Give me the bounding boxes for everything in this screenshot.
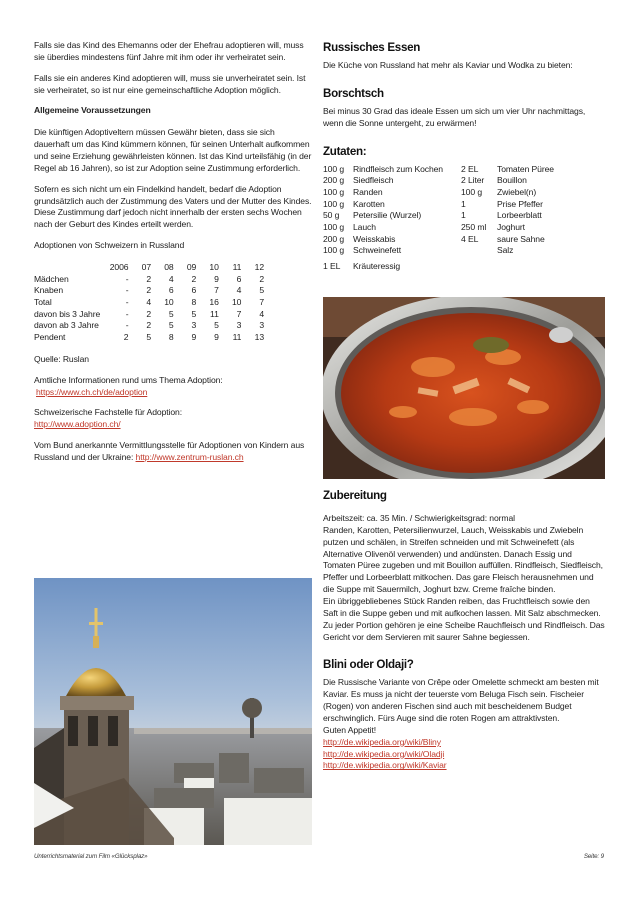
church-dome-photo bbox=[34, 578, 312, 845]
table-row bbox=[34, 309, 264, 321]
table-cell: 10 bbox=[164, 297, 174, 308]
table-cell: 2 bbox=[146, 308, 152, 319]
table-header-cell: 08 bbox=[164, 262, 174, 273]
table-cell: - bbox=[125, 320, 129, 331]
table-cell: 6 bbox=[236, 273, 242, 284]
table-cell: 2 bbox=[146, 285, 152, 296]
table-cell: 2 bbox=[259, 273, 264, 284]
table-cell: 5 bbox=[214, 320, 219, 331]
table-cell: - bbox=[125, 285, 129, 296]
table-row bbox=[34, 285, 264, 297]
ingredients-table-right bbox=[461, 164, 591, 258]
table-header-row bbox=[34, 262, 264, 274]
table-cell: 7 bbox=[214, 285, 219, 296]
table-cell: 7 bbox=[259, 297, 264, 308]
table-cell: 2 bbox=[191, 273, 197, 284]
borschtsch-pot-photo bbox=[323, 297, 605, 479]
ingredient-qty: 100 g bbox=[323, 186, 345, 197]
table-cell: 3 bbox=[259, 320, 264, 331]
ingredient-row bbox=[461, 187, 591, 199]
ingredient-qty: 250 ml bbox=[461, 221, 487, 232]
paragraph-preparation-steps: Randen, Karotten, Petersilienwurzel, Lauch, Weisskabis und Zwiebeln putzen und schälen, in Streifen schneiden und mit Schweinefett (als Alternative Olivenöl verwenden) und andünsten. Danach Essig und Tomaten Püree zugeben und mit Bouillon auffüllen. Rindfleisch, Siedfleisch, Pfeffer und Lorbeerblatt mitkochen. Das gare Fleisch herausnehmen und die Suppe mit Sauermilch, Joghurt bzw. Creme fraîche binden. bbox=[323, 524, 603, 595]
ingredient-qty: 1 bbox=[461, 198, 466, 209]
paragraph-marriage: Falls sie das Kind des Ehemanns oder der Ehefrau adoptieren will, muss sie überdies mindestens fünf Jahre mit ihm oder ihr verheiratet sein. bbox=[34, 40, 304, 62]
ingredient-name: Salz bbox=[497, 245, 514, 256]
table-cell: 5 bbox=[146, 332, 152, 343]
ingredient-name: Prise Pfeffer bbox=[497, 198, 543, 209]
table-header-cell: 11 bbox=[232, 262, 242, 273]
ingredient-name: Rindfleisch zum Kochen bbox=[353, 163, 443, 174]
paragraph-consent: Sofern es sich nicht um ein Findelkind handelt, bedarf die Adoption grundsätzlich auch der Zustimmung des Vaters und der Mutter des Kindes. Diese Zustimmung darf jedoch nicht innerhalb der ersten sechs Wochen nach der Geburt des Kindes erteilt werden. bbox=[34, 183, 312, 230]
heading-blini: Blini oder Oldaji? bbox=[323, 658, 414, 672]
ingredient-row bbox=[461, 199, 591, 211]
paragraph-unmarried: Falls sie ein anderes Kind adoptieren will, muss sie unverheiratet sein. Ist sie verheiratet, so ist nur eine gemeinschaftliche Adoption möglich. bbox=[34, 72, 306, 95]
paragraph-blini: Die Russische Variante von Crêpe oder Omelette schmeckt am besten mit Kaviar. Es muss ja nicht der teuerste vom Beluga Fisch sein. Fischeier (Rogen) von anderen Fischen sind auch mit bescheidenem Budget erschwinglich. Fürs Auge sind die roten Rogen am attraktivsten. bbox=[323, 677, 599, 723]
heading-russian-food: Russisches Essen bbox=[323, 41, 421, 54]
source-note: Quelle: Ruslan bbox=[34, 353, 89, 364]
paragraph-borschtsch: Bei minus 30 Grad das ideale Essen um sich um vier Uhr nachmittags, wenn die Sonne untergeht, zu erwärmen! bbox=[323, 105, 586, 128]
row-label: Total bbox=[34, 297, 52, 308]
table-row bbox=[34, 332, 264, 344]
table-header-cell: 2006 bbox=[109, 262, 129, 273]
ingredient-name: Petersilie (Wurzel) bbox=[353, 210, 422, 221]
table-cell: 9 bbox=[191, 332, 197, 343]
table-cell: 2 bbox=[146, 273, 152, 284]
fachstelle-link[interactable]: http://www.adoption.ch/ bbox=[34, 419, 121, 430]
bund-text: Vom Bund anerkannte Vermittlungsstelle für Adoptionen von Kindern aus Russland und der Ukraine: bbox=[34, 440, 305, 462]
table-cell: - bbox=[125, 308, 129, 319]
table-row bbox=[34, 320, 264, 332]
table-row bbox=[34, 297, 264, 309]
ingredient-row bbox=[323, 222, 461, 234]
ingredient-name: Joghurt bbox=[497, 221, 525, 232]
ingredient-qty: 100 g bbox=[323, 163, 345, 174]
ingredient-name: Lorbeerblatt bbox=[497, 210, 542, 221]
table-cell: 11 bbox=[210, 308, 219, 319]
table-cell: 2 bbox=[123, 332, 129, 343]
row-label: Pendent bbox=[34, 332, 66, 343]
table-cell: 8 bbox=[191, 297, 197, 308]
bund-link[interactable]: http://www.zentrum-ruslan.ch bbox=[135, 452, 244, 462]
wiki-link-kaviar[interactable]: http://de.wikipedia.org/wiki/Kaviar bbox=[323, 760, 447, 771]
ingredient-row bbox=[461, 234, 591, 246]
table-header-cell: 07 bbox=[141, 262, 152, 273]
ingredient-name: Weisskabis bbox=[353, 233, 396, 244]
table-cell: 6 bbox=[168, 285, 174, 296]
table-cell: 4 bbox=[168, 273, 174, 284]
wiki-links bbox=[323, 737, 605, 773]
table-cell: 5 bbox=[259, 285, 264, 296]
table-header-cell: 09 bbox=[186, 262, 197, 273]
ingredient-qty: 2 Liter bbox=[461, 175, 485, 186]
table-cell: - bbox=[125, 273, 129, 284]
table-cell: 10 bbox=[231, 297, 242, 308]
ingredients-block bbox=[323, 164, 605, 258]
table-cell: 5 bbox=[168, 308, 174, 319]
right-column bbox=[323, 40, 605, 273]
ingredient-extra-row bbox=[323, 261, 605, 273]
table-header-cell: 10 bbox=[209, 262, 219, 273]
table-cell: 16 bbox=[209, 297, 219, 308]
ingredient-qty: 100 g bbox=[323, 221, 345, 232]
wiki-link-oladji[interactable]: http://de.wikipedia.org/wiki/Oladji bbox=[323, 748, 445, 759]
table-cell: 2 bbox=[146, 320, 152, 331]
table-cell: 5 bbox=[168, 320, 174, 331]
paragraph-preparation-time: Arbeitszeit: ca. 35 Min. / Schwierigkeitsgrad: normal bbox=[323, 512, 515, 523]
table-cell: 6 bbox=[191, 285, 197, 296]
official-info-link[interactable]: https://www.ch.ch/de/adoption bbox=[36, 386, 148, 397]
ingredient-name: Kräuteressig bbox=[353, 261, 401, 272]
row-label: Knaben bbox=[34, 285, 64, 296]
table-header-cell: 12 bbox=[254, 262, 264, 273]
ingredient-qty: 100 g bbox=[323, 245, 345, 256]
ingredient-name: Randen bbox=[353, 186, 383, 197]
ingredient-name: Zwiebel(n) bbox=[497, 186, 537, 197]
table-cell: 3 bbox=[191, 320, 197, 331]
official-info-label: Amtliche Informationen rund ums Thema Adoption: bbox=[34, 374, 223, 385]
heading-borschtsch: Borschtsch bbox=[323, 86, 384, 100]
row-label: davon ab 3 Jahre bbox=[34, 320, 99, 331]
adoption-stats-table bbox=[34, 262, 264, 344]
table-cell: 9 bbox=[214, 273, 219, 284]
ingredient-qty: 4 EL bbox=[461, 233, 479, 244]
heading-conditions: Allgemeine Voraussetzungen bbox=[34, 105, 151, 116]
ingredient-name: Lauch bbox=[353, 221, 376, 232]
table-cell: 4 bbox=[146, 297, 152, 308]
table-cell: 11 bbox=[232, 332, 242, 343]
table-cell: 5 bbox=[191, 308, 197, 319]
ingredient-row bbox=[461, 245, 591, 257]
fachstelle-label: Schweizerische Fachstelle für Adoption: bbox=[34, 407, 183, 418]
ingredient-name: Karotten bbox=[353, 198, 385, 209]
ingredient-row bbox=[323, 187, 461, 199]
ingredient-qty: 1 bbox=[461, 210, 466, 221]
ingredient-name: Schweinefett bbox=[353, 245, 402, 256]
left-column bbox=[34, 40, 312, 473]
ingredient-row bbox=[323, 175, 461, 187]
ingredient-name: saure Sahne bbox=[497, 233, 545, 244]
table-cell: - bbox=[125, 297, 129, 308]
table-cell: 8 bbox=[168, 332, 174, 343]
ingredient-row bbox=[461, 175, 591, 187]
table-cell: 7 bbox=[236, 308, 242, 319]
ingredient-qty: 200 g bbox=[323, 233, 345, 244]
row-label: Mädchen bbox=[34, 273, 69, 284]
ingredient-qty bbox=[461, 245, 497, 257]
right-column-lower bbox=[323, 488, 605, 772]
ingredient-row bbox=[323, 164, 461, 176]
ingredient-row bbox=[323, 199, 461, 211]
ingredients-table-left bbox=[323, 164, 461, 258]
paragraph-preparation-finish: Ein übriggebliebenes Stück Randen reiben, das Fruchtfleisch sowie den Saft in die Suppe geben und mit aufkochen lassen. Mit Salz abschmecken. Zu jeder Portion gehören je eine Scheibe Rauchfleisch und Rindfleisch. Das Gericht vor dem Servieren mit saurer Sahne begiessen. bbox=[323, 596, 605, 642]
ingredient-name: Bouillon bbox=[497, 175, 527, 186]
row-label: davon bis 3 Jahre bbox=[34, 308, 101, 319]
ingredient-name: Siedfleisch bbox=[353, 175, 394, 186]
ingredient-qty: 50 g bbox=[323, 210, 340, 221]
ingredient-row bbox=[461, 210, 591, 222]
table-cell: 9 bbox=[214, 332, 219, 343]
table-cell: 4 bbox=[236, 285, 242, 296]
ingredient-qty: 100 g bbox=[323, 198, 345, 209]
table-cell: 4 bbox=[259, 308, 264, 319]
ingredient-row bbox=[323, 245, 461, 257]
ingredient-row bbox=[461, 164, 591, 176]
table-cell: 3 bbox=[236, 320, 242, 331]
table-title: Adoptionen von Schweizern in Russland bbox=[34, 240, 185, 251]
ingredient-qty: 100 g bbox=[461, 186, 483, 197]
table-cell: 13 bbox=[254, 332, 264, 343]
ingredient-row bbox=[323, 210, 461, 222]
heading-ingredients: Zutaten: bbox=[323, 144, 367, 158]
wiki-link-bliny[interactable]: http://de.wikipedia.org/wiki/Bliny bbox=[323, 736, 441, 747]
ingredient-qty: 2 EL bbox=[461, 163, 479, 174]
footer-page-number: Seite: 9 bbox=[583, 853, 604, 860]
ingredient-qty: 200 g bbox=[323, 175, 345, 186]
ingredient-row bbox=[461, 222, 591, 234]
heading-preparation: Zubereitung bbox=[323, 489, 387, 502]
ingredient-name: Tomaten Püree bbox=[497, 163, 554, 174]
footer-left: Unterrichtsmaterial zum Film «Glücksplaz» bbox=[34, 853, 148, 860]
ingredient-qty: 1 EL bbox=[323, 261, 341, 272]
paragraph-russian-food: Die Küche von Russland hat mehr als Kaviar und Wodka zu bieten: bbox=[323, 59, 573, 70]
table-row bbox=[34, 274, 264, 286]
paragraph-requirements: Die künftigen Adoptiveltern müssen Gewähr bieten, dass sie sich dauerhaft um das Kind kümmern können, für seinen Unterhalt aufkommen und seine Erziehung gewährleisten können. Ist das Kind urteilsfähig (in der Regel ab 16 Jahren), so ist zur Adoption seine Zustimmung erforderlich. bbox=[34, 127, 312, 173]
ingredient-row bbox=[323, 234, 461, 246]
paragraph-guten-appetit: Guten Appetit! bbox=[323, 724, 377, 735]
